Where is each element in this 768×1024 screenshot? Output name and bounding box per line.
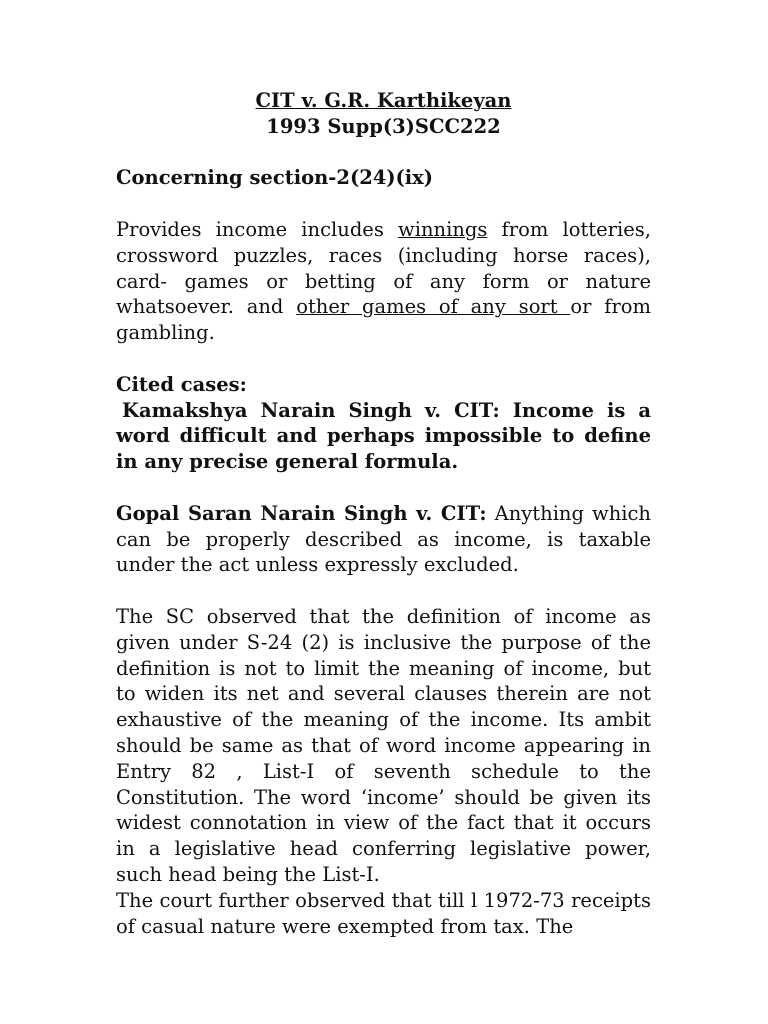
gopal-paragraph (116, 501, 651, 578)
case-name: CIT v. G.R. Karthikeyan (255, 89, 512, 112)
further-paragraph: The court further observed that till l 1972-73 receipts of casual nature were exempted from tax. The (116, 888, 651, 938)
observation-paragraph: The SC observed that the definition of income as given under S-24 (2) is inclusive the purpose of the definition is not to limit the meaning of income, but to widen its net and several clauses therein are not exhaustive of the meaning of the income. Its ambit should be same as that of word income appearing in Entry 82 , List-I of seventh schedule to the Constitution. The word ‘income’ should be given its widest connotation in view of the fact that it occurs in a legislative head conferring legislative power, such head being the List-I. (116, 604, 651, 886)
case-title-block (116, 88, 651, 140)
concerning-section: Concerning section-2(24)(ix) (116, 166, 434, 190)
spacer (116, 346, 651, 372)
case-citation: 1993 Supp(3)SCC222 (266, 114, 501, 138)
spacer (116, 578, 651, 604)
spacer (116, 140, 651, 166)
spacer (116, 191, 651, 217)
gopal-case-text: Anything which can be properly described as income, is taxable under the act unless expressly excluded. (116, 501, 651, 577)
spacer (116, 475, 651, 501)
provides-text-1: Provides income includes (116, 217, 399, 241)
winnings-underlined: winnings (398, 217, 488, 241)
gopal-case-name: Gopal Saran Narain Singh v. CIT: (116, 501, 487, 525)
provides-text-2: from lotteries, crossword puzzles, races (including horse races), card- games or betting of any form or nature whatsoever. and (116, 217, 651, 319)
kamakshya-case: Kamakshya Narain Singh v. CIT: Income is a word difficult and perhaps impossible to define in any precise general formula. (116, 398, 651, 474)
document-body (116, 88, 651, 939)
provides-text-3: or from gambling. (116, 295, 652, 345)
other-games-underlined: other games of any sort (296, 295, 571, 319)
cited-cases-heading: Cited cases: (116, 372, 247, 396)
provides-paragraph (116, 217, 651, 346)
